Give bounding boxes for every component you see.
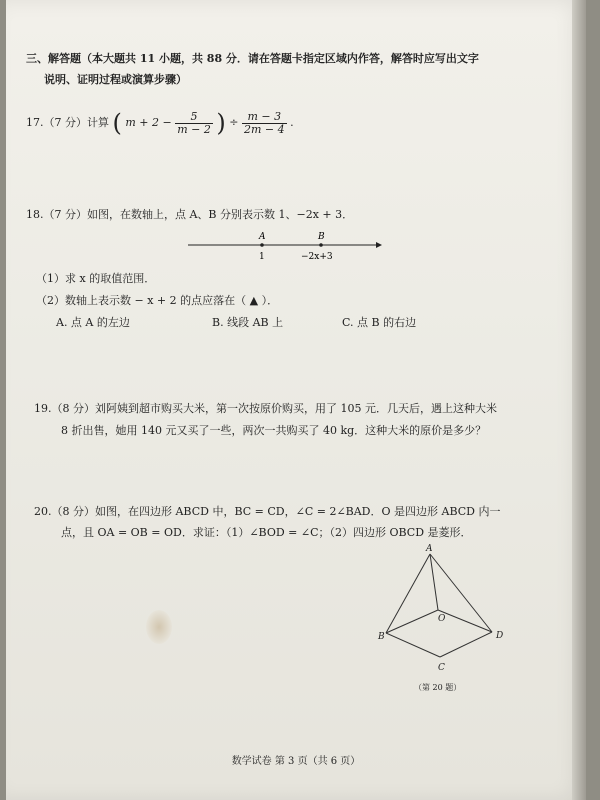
edge-od xyxy=(438,610,492,632)
point-b-label: B xyxy=(318,232,325,242)
q17-prefix: 17.（7 分）计算 xyxy=(26,116,109,129)
vertex-a-label: A xyxy=(426,544,433,554)
question-20-line2: 点，且 OA = OB = OD．求证：（1）∠BOD = ∠C；（2）四边形 OBCD 是菱形． xyxy=(61,526,472,539)
number-line-arrow-icon xyxy=(376,242,382,248)
question-17 xyxy=(26,108,294,138)
edge-dc xyxy=(440,632,492,657)
edge-bc xyxy=(386,633,440,657)
question-19-line2: 8 折出售，她用 140 元又买了一些，两次一共购买了 40 kg．这种大米的原价是多少？ xyxy=(61,424,487,437)
q17-period: . xyxy=(290,116,294,129)
q17-frac2-numerator: m − 3 xyxy=(242,111,287,124)
vertex-b-label: B xyxy=(378,632,385,642)
page-edge-shadow xyxy=(572,0,586,800)
option-b: B. 线段 AB 上 xyxy=(212,316,284,329)
vertex-d-label: D xyxy=(496,631,504,641)
question-19-line1: 19.（8 分）刘阿姨到超市购买大米，第一次按原价购买，用了 105 元．几天后，遇上这种大米 xyxy=(34,402,497,415)
question-18-part1: （1）求 x 的取值范围． xyxy=(36,272,156,285)
point-a-dot xyxy=(260,243,264,247)
edge-ob xyxy=(386,610,438,633)
question-20-line1: 20.（8 分）如图，在四边形 ABCD 中，BC = CD，∠C = 2∠BAD．O 是四边形 ABCD 内一 xyxy=(34,505,501,518)
number-line-figure xyxy=(186,228,386,264)
section-title-line2: 说明、证明过程或演算步骤） xyxy=(44,73,187,86)
exam-page xyxy=(6,0,586,800)
option-c: C. 点 B 的右边 xyxy=(342,316,417,329)
page-footer: 数学试卷 第 3 页（共 6 页） xyxy=(231,756,361,767)
left-paren: ( xyxy=(112,109,122,137)
q17-expr: m + 2 − xyxy=(125,116,172,129)
point-a-label: A xyxy=(259,232,266,242)
figure-caption: （第 20 题） xyxy=(414,683,462,692)
vertex-c-label: C xyxy=(438,663,445,673)
paper-stain xyxy=(146,610,172,644)
edge-ab xyxy=(386,554,430,633)
option-a: A. 点 A 的左边 xyxy=(56,316,130,329)
section-title: 三、解答题（本大题共 11 小题，共 88 分．请在答题卡指定区域内作答，解答时应写出文字 xyxy=(26,52,479,65)
q17-divide: ÷ xyxy=(229,116,239,129)
q17-frac2-denominator: 2m − 4 xyxy=(243,122,285,136)
point-b-dot xyxy=(319,243,323,247)
question-18-stem: 18.（7 分）如图，在数轴上，点 A、B 分别表示数 1、−2x + 3． xyxy=(26,208,354,221)
q17-fraction-2 xyxy=(242,111,287,136)
q17-fraction-1 xyxy=(175,111,213,136)
question-18-part2: （2）数轴上表示数 − x + 2 的点应落在（ ▲ ）． xyxy=(36,294,279,307)
q17-frac1-denominator: m − 2 xyxy=(177,122,211,136)
tick-label-a: 1 xyxy=(259,252,265,262)
vertex-o-label: O xyxy=(438,614,446,624)
tick-label-b: −2x+3 xyxy=(301,252,333,262)
q17-frac1-numerator: 5 xyxy=(175,111,213,124)
right-paren: ) xyxy=(216,109,226,137)
quadrilateral-figure xyxy=(366,540,516,700)
